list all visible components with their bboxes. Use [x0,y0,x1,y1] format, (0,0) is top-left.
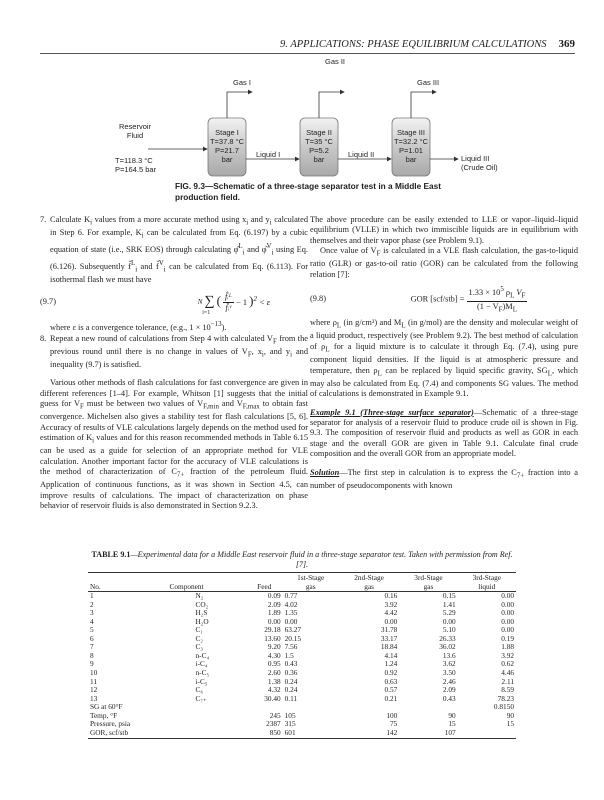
equation-9-7: (9.7) N ∑ ( $\frac{\text{f̂ᵢᴸ}}{\text{f̂ᵢᵛ}}$ − 1 )$^2$ < ε $_{i=1}$ [40,291,271,317]
table-cell: 0.43 [442,693,456,703]
table-cell: 2387 [266,719,281,729]
table-cell: 13.6 [442,650,456,660]
gas-1-line [227,92,252,118]
table-cell: 2.09 [442,685,456,695]
table-cell: 2.11 [501,676,514,686]
table-cell: 15 [506,719,514,729]
table-cell: 78.23 [497,693,514,703]
running-title: 9. APPLICATIONS: PHASE EQUILIBRIUM CALCULATIONS [280,39,547,50]
table-cell: 0.00 [442,616,456,626]
table-cell: 1.88 [501,642,514,652]
table-cell: 105 [284,710,296,720]
table-caption: TABLE 9.1—Experimental data for a Middle East reservoir fluid in a three-stage separator test. Taken with permission from Ref. [7]. [91,550,513,569]
table-cell: 0.00 [284,616,298,626]
table-cell: 142 [339,729,400,739]
table-cell: 9 [90,659,94,669]
table-cell: Temp, °F [90,710,118,720]
table-cell: 4 [90,616,94,626]
table-cell: 0.00 [501,616,514,626]
table-cell: C₇₊ [195,693,207,703]
table-cell: 75 [390,719,398,729]
table-cell: SG at 60°F [90,702,123,712]
right-column [310,215,578,491]
table-cell: 9.20 [267,642,281,652]
table-cell: N₂ [195,591,204,601]
table-cell: 245 [269,710,281,720]
table-cell: n-C₄ [195,650,210,660]
table-cell: 15 [448,719,456,729]
table-cell: 0.11 [284,693,298,703]
flash-methods-paragraph: Various other methods of flash calculations for fast convergence are given in different references [1–4]. For example, Whitson [1] suggests that the initial guess for $V_F$ must be between two values of $V_{F,min}$ and $V_{F,max}$ to obtain fast convergence. Michelsen also gives a stability test for flash calculations [5, 6]. Accuracy of results of VLE calculations largely depends on the method used for estimation of $K_i$ values and for this reason recommended methods in Table 6.15 can be used as a guide for selection of an appropriate method for VLE calculation. Another important factor for the accuracy of VLE calculations is the method of characterization of $C_{7+}$ fraction of the petroleum fluid. Application of continuous functions, as it was shown in Section 4.5, can improve results of calculations. The impact of characterization on phase behavior of reservoir fluids is also demonstrated in Section 9.2.3. [40,378,309,511]
table-cell: 2 [90,599,94,609]
table-cell: 0.00 [384,616,398,626]
table-cell: H₂O [195,616,209,626]
table-cell [168,712,246,721]
table-cell: 0.16 [384,591,398,601]
step-7: 7. Calculate $K_i$ values from a more accurate method using $x_i$ and $y_i$ calculated in Step 6. For example, $K_i$ can be calculated from Eq. (6.197) by a cubic equation of state (i.e., SRK EOS) through calculating φ̂$^L_i$ and φ̂$^V_i$ using Eq. (6.126). Subsequently f̂$^L_i$ and f̂$^V_i$ can be calculated from Eq. (6.113). For isothermal flash we must have [40,215,309,284]
table-cell: 3.92 [384,599,398,609]
table-cell: C₃ [195,642,203,652]
table-cell: C₁ [195,625,203,635]
table-cell: 33.17 [380,633,398,643]
step-8: 8. Repeat a new round of calculations from Step 4 with calculated $V_F$ from the previous round until there is no change in values of $V_F$, $x_i$, and $y_i$ and inequality (9.7) is satisfied. [40,333,309,369]
table-cell: 0.95 [267,659,281,669]
table-cell: 0.77 [284,591,298,601]
table-cell: 1.5 [284,650,294,660]
gas-2-line [319,92,344,118]
vlle-paragraph: The above procedure can be easily extended to LLE or vapor–liquid–liquid equilibrium (VLLE) in which two immiscible liquids are in equilibrium with themselves and their vapor phase (see Problem 9.1). [310,215,578,245]
table-cell: 3 [90,608,94,618]
table-cell: 4.02 [284,599,298,609]
table-cell: 10 [90,668,98,678]
table-cell: 2.46 [442,676,456,686]
table-cell: 0.36 [284,668,298,678]
gor-intro-paragraph: Once value of $V_F$ is calculated in a VLE flash calculation, the gas-to-liquid ratio (GLR) or gas-to-oil ratio (GOR) can be calculated from the following relation [7]: [310,246,578,279]
density-paragraph: where $\rho_L$ (in g/cm³) and $M_L$ (in g/mol) are the density and molecular weight of a liquid product, respectively (see Problem 9.2). The best method of calculation of $\rho_L$ for a liquid mixture is to calculate it through Eq. (7.4), using pure component liquid densities. If the liquid is at atmospheric pressure and temperature, then $\rho_L$ can be replaced by liquid specific gravity, $SG_L$, which may also be calculated from Eq. (7.4) and components SG values. The method of calculations is demonstrated in Example 9.1. [310,318,578,399]
table-cell: 4.32 [267,685,281,695]
table-cell: 63.27 [284,625,302,635]
table-cell: 5.10 [442,625,456,635]
table-cell: 1.38 [267,676,281,686]
table-cell: 0.00 [267,616,281,626]
table-cell: 90 [506,710,514,720]
table-cell: 1 [90,591,94,601]
figure-caption: FIG. 9.3—Schematic of a three-stage separator test in a Middle East production field. [175,181,442,202]
reservoir-conditions: T=118.3 °C P=164.5 bar [115,156,157,174]
example-9-1: Example 9.1 (Three-stage surface separator)—Schematic of a three-stage separator for analysis of a reservoir fluid to produce crude oil is shown in Fig. 9.3. The composition of reservoir fluid and products as well as GOR in each stage and the overall GOR are given in Table 9.1. Calculate final crude composition and the overall GOR from an appropriate model. [310,407,578,459]
table-cell: 7 [90,642,94,652]
table-cell: 0.57 [384,685,398,695]
table-cell [458,729,516,739]
table-cell: C₂ [195,633,203,643]
table-cell: 0.24 [284,676,298,686]
table-cell: H₂S [195,608,208,618]
reservoir-label: Reservoir Fluid [118,122,152,140]
separator-data-table: 1st-Stage 2nd-Stage 3rd-Stage 3rd-Stage No. Component Feed gas gas gas liquid 1 N₂ 0.09 0.77 0.16 0.15 0.00 2 CO₂ 2.09 4.02 3.92 1.41 0.00 3 H₂S 1.89 1.35 4.42 5.29 0.00 4 H₂O 0.00 0.00 0.00 0.00 0.00 5 C₁ 29.18 63.27 31.78 5.10 0.00 6 C₂ 13.60 20.15 33.17 26.33 0.19 7 C₃ 9.20 7.56 18.84 36.02 1.88 8 n-C₄ 4.30 1.5 4.14 13.6 3.92 9 i-C₄ 0.95 0.43 1.24 3.62 0.62 10 n-C₅ 2.60 0.36 0.92 3.50 4.46 11 i-C₅ 1.38 0.24 0.63 2.46 2.11 12 C₆ 4.32 0.24 0.57 2.09 8.59 13 C₇₊ 30.40 0.11 0.21 0.43 78.23 SG at 60°F 0.8150 Temp, °F 245 105 100 90 90 Pressure, psia 2387 315 75 15 15 GOR, scf/stb 850 601 142 107 [88,572,516,739]
table-cell: 315 [284,719,296,729]
gas-3-line [411,92,436,118]
table-cell: 0.21 [384,693,398,703]
table-cell: 3.92 [501,650,514,660]
table-cell: 0.63 [384,676,398,686]
table-cell: 31.78 [380,625,398,635]
table-cell: 13 [90,693,98,703]
table-cell: 100 [386,710,398,720]
table-cell [168,729,246,739]
table-9-1 [88,550,516,739]
gas-2-label: Gas II [325,57,346,66]
table-cell: 20.15 [284,633,302,643]
table-cell: 1.89 [267,608,281,618]
table-cell: 4.14 [384,650,398,660]
table-cell: 8 [90,650,94,660]
stage-2-label: Stage II T=35 °C P=5.2 bar [305,128,333,164]
table-cell: 4.42 [384,608,398,618]
table-cell [168,703,246,712]
stage-1-label: Stage I T=37.8 °C P=21.7 bar [209,128,245,164]
table-cell: 2.09 [267,599,281,609]
table-cell: 2.60 [267,668,281,678]
table-cell: 90 [448,710,456,720]
equation-9-8: (9.8) GOR [scf/stb] = $\frac{1.33 \times 10^5 \rho_L V_F}{(1 - V_F)M_L}$ [310,284,526,314]
table-cell: 3.50 [442,668,456,678]
table-cell: 26.33 [439,633,456,643]
table-cell: 4.46 [501,668,514,678]
table-cell: 29.18 [264,625,281,635]
running-header [40,38,575,50]
table-cell: 5 [90,625,94,635]
stage-3-label: Stage III T=32.2 °C P=1.01 bar [393,128,429,164]
table-cell: 0.92 [384,668,398,678]
table-cell: 13.60 [264,633,281,643]
table-cell: 1.24 [384,659,398,669]
epsilon-note: where ε is a convergence tolerance, (e.g., 1 × 10 [50,323,211,333]
table-cell: 0.43 [284,659,298,669]
table-cell: 12 [90,685,98,695]
table-cell: 0.62 [501,659,514,669]
table-cell: 0.00 [501,625,514,635]
page-number: 369 [558,38,575,50]
solution-paragraph: Solution—The first step in calculation is to express the $C_{7+}$ fraction into a number of pseudocomponents with known [310,467,578,490]
liquid-3-label: Liquid III (Crude Oil) [461,154,498,172]
table-cell: 0.15 [442,591,456,601]
liquid-1-label: Liquid I [256,150,281,159]
table-cell: 0.00 [501,591,514,601]
table-cell: Pressure, psia [90,719,131,729]
table-cell: 850 [246,729,283,739]
gas-1-label: Gas I [233,78,251,87]
table-row [88,729,516,739]
header-rule [40,53,575,54]
table-cell: 36.02 [439,642,456,652]
table-cell: 0.09 [267,591,281,601]
table-cell: 30.40 [264,693,281,703]
table-cell: 601 [283,729,339,739]
table-row [88,695,516,704]
liquid-2-label: Liquid II [348,150,375,159]
table-cell: 6 [90,633,94,643]
table-cell: 1.35 [284,608,298,618]
table-cell: 3.62 [442,659,456,669]
table-cell: C₆ [195,685,203,695]
gas-3-label: Gas III [417,78,440,87]
table-cell: 0.00 [501,599,514,609]
table-cell: 0.00 [501,608,514,618]
table-cell: 0.24 [284,685,298,695]
table-cell: 5.29 [442,608,456,618]
table-cell: i-C₅ [195,676,208,686]
table-cell: 4.30 [267,650,281,660]
table-cell: GOR, scf/stb [88,729,168,739]
table-cell: 7.56 [284,642,298,652]
table-cell: 1.41 [442,599,456,609]
table-cell: CO₂ [195,599,209,609]
left-column: 7. Calculate $K_i$ values from a more accurate method using $x_i$ and $y_i$ calculated in Step 6. For example, $K_i$ can be calculated from Eq. (6.197) by a cubic equation of state (i.e., SRK EOS) through calculating φ̂$^L_i$ and φ̂$^V_i$ using Eq. (6.126). Subsequently f̂$^L_i$ and f̂$^V_i$ can be calculated from Eq. (6.113). For isothermal flash we must have (9.7) N ∑ ( $\frac{\text{f̂ᵢᴸ}}{\text{f̂ᵢᵛ}}$ − 1 )$^2$ < ε $_{i=1}$ where ε is a convergence tolerance, (e.g., $1 \times 10^{-13}$). 8. Repeat a new round of calculations from Step 4 with calculated $V_F$ from the previous round until there is no change in values of $V_F$, $x_i$, and $y_i$ and inequality (9.7) is satisfied. Various other methods of flash calculations for fast convergence are given in different references [1–4]. For example, Whitson [1] suggests that the initial guess for $V_F$ must be between two values of $V_{F,min}$ and $V_{F,max}$ to obtain fast convergence. Michelsen also gives a stability test for flash calculations [5, 6]. Accuracy of results of VLE calculations largely depends on the method used for estimation of $K_i$ values and for this reason recommended methods in Table 6.15 can be used as a guide for selection of an appropriate method for VLE calculation. Another important factor for the accuracy of VLE calculations is the method of characterization of $C_{7+}$ fraction of the petroleum fluid. Application of continuous functions, as it was shown in Section 4.5, can improve results of calculations. The impact of characterization on phase behavior of reservoir fluids is also demonstrated in Section 9.2.3. [40,215,309,511]
table-cell [168,720,246,729]
table-cell: i-C₄ [195,659,208,669]
table-cell: 18.84 [380,642,398,652]
table-cell: 11 [90,676,98,686]
table-cell: 0.19 [501,633,514,643]
table-cell: 107 [399,729,457,739]
table-cell: 0.8150 [493,702,514,712]
table-cell: 8.59 [501,685,514,695]
table-cell: n-C₅ [195,668,210,678]
